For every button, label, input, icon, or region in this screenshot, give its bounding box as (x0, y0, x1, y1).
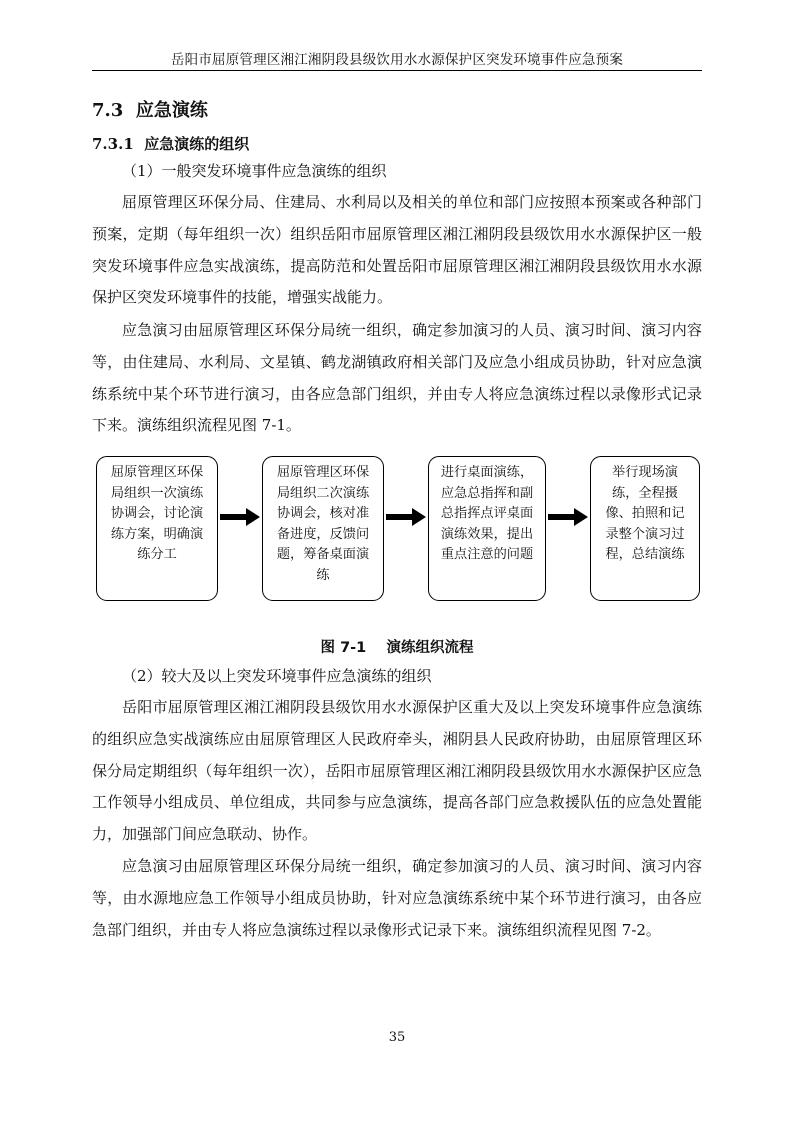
paragraph-2: 应急演习由屈原管理区环保分局统一组织，确定参加演习的人员、演习时间、演习内容等，由住建局、水利局、文星镇、鹤龙湖镇政府相关部门及应急小组成员协助，针对应急演练系统中某个环节进行演习，由各应急部门组织，并由专人将应急演练过程以录像形式记录下来。演练组织流程见图 7-1。 (92, 321, 702, 435)
paragraph-1: 屈原管理区环保分局、住建局、水利局以及相关的单位和部门应按照本预案或各种部门预案，定期（每年组织一次）组织岳阳市屈原管理区湘江湘阴段县级饮用水水源保护区一般突发环境事件应急实战演练，提高防范和处置岳阳市屈原管理区湘江湘阴段县级饮用水水源保护区突发环境事件的技能，增强实战能力。 (92, 193, 702, 307)
subsection-number: 7.3.1 (92, 135, 134, 153)
list-item-general-drill: （1）一般突发环境事件应急演练的组织 (122, 162, 387, 180)
header-divider (92, 70, 702, 71)
paragraph-3: 岳阳市屈原管理区湘江湘阴段县级饮用水水源保护区重大及以上突发环境事件应急演练的组织应急实战演练应由屈原管理区人民政府牵头，湘阴县人民政府协助，由屈原管理区环保分局定期组织（每年组织一次），岳阳市屈原管理区湘江湘阴段县级饮用水水源保护区应急工作领导小组成员、单位组成，共同参与应急演练，提高各部门应急救援队伍的应急处置能力，加强部门间应急联动、协作。 (92, 698, 702, 844)
list-item-major-drill: （2）较大及以上突发环境事件应急演练的组织 (122, 667, 432, 685)
flowchart (96, 448, 702, 608)
section-title: 应急演练 (135, 100, 208, 121)
running-header: 岳阳市屈原管理区湘江湘阴段县级饮用水水源保护区突发环境事件应急预案 (170, 52, 624, 68)
subsection-heading (92, 133, 249, 154)
figure-title: 演练组织流程 (386, 640, 474, 656)
flow-box-step-2: 屈原管理区环保局组织二次演练协调会，核对准备进度，反馈问题，筹备桌面演练 (262, 456, 384, 601)
figure-caption (92, 636, 702, 657)
flow-arrow-1 (220, 508, 260, 526)
flow-arrow-2 (386, 508, 426, 526)
flow-box-step-1: 屈原管理区环保局组织一次演练协调会，讨论演练方案，明确演练分工 (96, 456, 218, 601)
section-number: 7.3 (92, 100, 124, 121)
paragraph-4: 应急演习由屈原管理区环保分局统一组织，确定参加演习的人员、演习时间、演习内容等，由水源地应急工作领导小组成员协助，针对应急演练系统中某个环节进行演习，由各应急部门组织，并由专人将应急演练过程以录像形式记录下来。演练组织流程见图 7-2。 (92, 857, 702, 939)
figure-label: 图 7-1 (320, 640, 367, 656)
flow-arrow-3 (548, 508, 588, 526)
flow-box-step-4: 举行现场演练，全程摄像、拍照和记录整个演习过程，总结演练 (590, 456, 700, 601)
page-number: 35 (388, 1030, 406, 1045)
flow-box-step-3: 进行桌面演练，应急总指挥和副总指挥点评桌面演练效果，提出重点注意的问题 (428, 456, 546, 601)
section-heading (92, 96, 208, 122)
subsection-title: 应急演练的组织 (144, 135, 250, 153)
